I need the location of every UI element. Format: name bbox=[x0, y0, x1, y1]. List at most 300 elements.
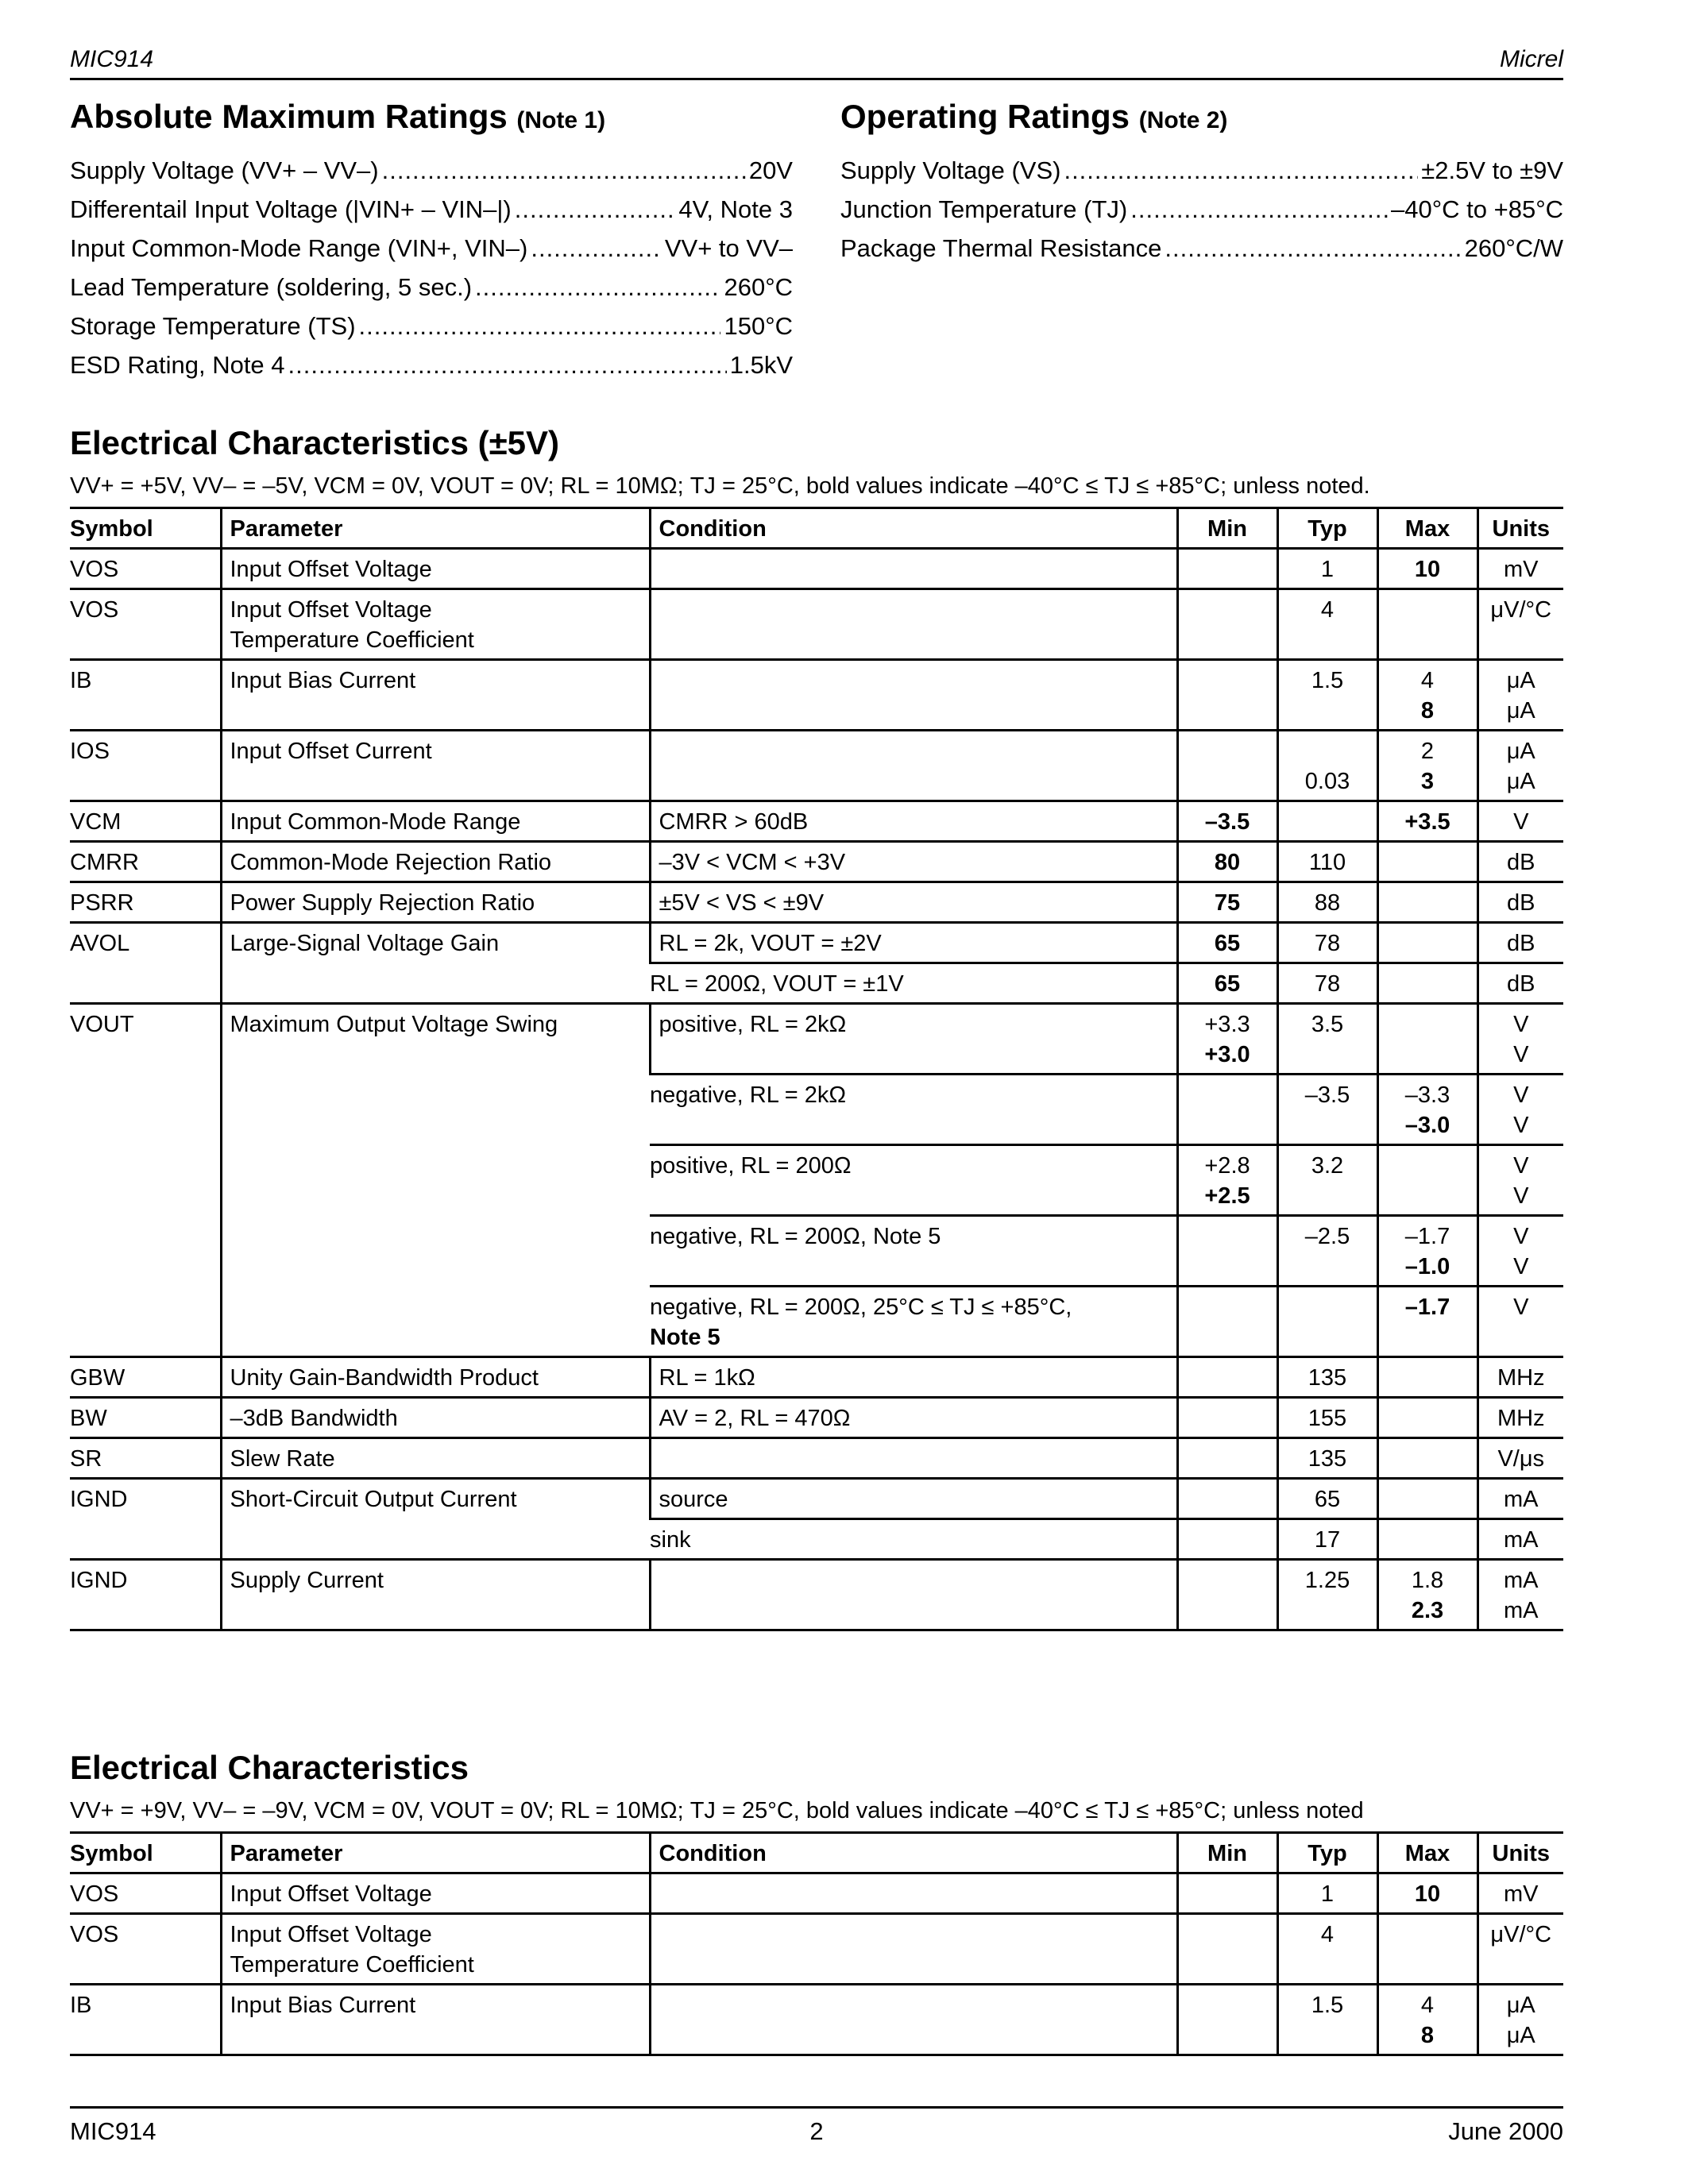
max-cell bbox=[1377, 801, 1477, 842]
min-cell bbox=[1177, 1075, 1277, 1145]
cell-line bbox=[1387, 1525, 1469, 1555]
table-row bbox=[70, 882, 1563, 923]
cell-line: Input Offset Voltage bbox=[230, 557, 432, 582]
cell-line: 135 bbox=[1308, 1365, 1347, 1391]
symbol-cell bbox=[70, 1914, 221, 1985]
parameter-cell bbox=[221, 1479, 650, 1560]
cell-line: μA bbox=[1506, 698, 1535, 723]
cell-line: sink bbox=[650, 1527, 691, 1553]
cell-line: 1.8 bbox=[1411, 1568, 1444, 1593]
min-cell bbox=[1177, 589, 1277, 660]
rating-row bbox=[840, 233, 1563, 272]
cell-line: μA bbox=[1506, 1993, 1535, 2018]
ec1-title: Electrical Characteristics (±5V) bbox=[70, 424, 560, 461]
symbol-cell bbox=[70, 1479, 221, 1560]
min-cell bbox=[1177, 1873, 1277, 1914]
min-cell bbox=[1177, 660, 1277, 731]
table-row bbox=[70, 1357, 1563, 1398]
cell-line bbox=[1387, 1444, 1469, 1474]
operating-ratings bbox=[840, 97, 1563, 272]
cell-line: ±5V < VS < ±9V bbox=[659, 890, 825, 916]
cell-line: 1.5 bbox=[1311, 668, 1344, 693]
cell-line: V bbox=[1513, 809, 1529, 835]
min-cell bbox=[1177, 549, 1277, 589]
typ-cell bbox=[1277, 882, 1377, 923]
rating-value: 260°C bbox=[724, 273, 793, 301]
cell-line: +2.8 bbox=[1204, 1153, 1250, 1179]
cell-line: –1.7 bbox=[1404, 1295, 1450, 1320]
cell-line bbox=[1287, 736, 1369, 766]
condition-cell bbox=[650, 1287, 1177, 1357]
cell-line: Short-Circuit Output Current bbox=[230, 1487, 517, 1512]
symbol-cell bbox=[70, 549, 221, 589]
cell-line bbox=[659, 595, 1168, 625]
electrical-characteristics-9v bbox=[70, 1747, 1563, 2056]
min-cell bbox=[1177, 801, 1277, 842]
units-cell bbox=[1477, 549, 1563, 589]
max-cell bbox=[1377, 1438, 1477, 1479]
cell-line bbox=[1187, 1080, 1269, 1110]
footer-part-number: MIC914 bbox=[70, 2117, 156, 2145]
cell-line: IGND bbox=[70, 1487, 128, 1512]
footer-rule bbox=[70, 2106, 1563, 2109]
rating-label: Storage Temperature (TS) bbox=[70, 312, 356, 340]
symbol-cell bbox=[70, 660, 221, 731]
header-part-number: MIC914 bbox=[70, 46, 154, 72]
cell-line: VCM bbox=[70, 809, 122, 835]
column-header: Symbol bbox=[70, 508, 221, 549]
cell-line bbox=[1187, 554, 1269, 585]
column-header: Parameter bbox=[221, 508, 650, 549]
symbol-cell bbox=[70, 1873, 221, 1914]
ec2-table bbox=[70, 1831, 1563, 2056]
leader-dots bbox=[1165, 233, 1461, 264]
max-cell bbox=[1377, 1914, 1477, 1985]
cell-line: RL = 2k, VOUT = ±2V bbox=[659, 931, 882, 956]
cell-line: V bbox=[1513, 1113, 1529, 1138]
cell-line: 4 bbox=[1320, 597, 1335, 623]
cell-line: 88 bbox=[1314, 890, 1341, 916]
leader-dots bbox=[1064, 155, 1418, 187]
condition-cell bbox=[650, 882, 1177, 923]
max-cell bbox=[1377, 1985, 1477, 2055]
cell-line bbox=[1387, 888, 1469, 918]
units-cell bbox=[1477, 801, 1563, 842]
rating-label: ESD Rating, Note 4 bbox=[70, 351, 285, 379]
typ-cell bbox=[1277, 1560, 1377, 1630]
units-cell bbox=[1477, 882, 1563, 923]
cell-line: 135 bbox=[1308, 1446, 1347, 1472]
rating-label: Junction Temperature (TJ) bbox=[840, 195, 1128, 223]
cell-line: Temperature Coefficient bbox=[230, 1952, 474, 1978]
cell-line: –1.7 bbox=[1404, 1224, 1450, 1249]
max-cell bbox=[1377, 589, 1477, 660]
electrical-characteristics-5v bbox=[70, 423, 1563, 1631]
cell-line bbox=[1187, 666, 1269, 696]
rating-value: 20V bbox=[748, 156, 793, 184]
typ-cell bbox=[1277, 923, 1377, 963]
cell-line: 78 bbox=[1314, 971, 1341, 997]
units-cell bbox=[1477, 1560, 1563, 1630]
cell-line: 3 bbox=[1420, 769, 1435, 794]
cell-line: Input Offset Voltage bbox=[230, 1922, 432, 1947]
rating-label: Lead Temperature (soldering, 5 sec.) bbox=[70, 273, 473, 301]
cell-line: V/μs bbox=[1497, 1446, 1545, 1472]
table-row bbox=[70, 801, 1563, 842]
cell-line: SR bbox=[70, 1446, 102, 1472]
cell-line: Maximum Output Voltage Swing bbox=[230, 1012, 558, 1037]
cell-line: VOS bbox=[70, 597, 119, 623]
cell-line: V bbox=[1513, 1183, 1529, 1209]
cell-line: 0.03 bbox=[1304, 769, 1350, 794]
typ-cell bbox=[1277, 1519, 1377, 1560]
table-row bbox=[70, 1479, 1563, 1519]
cell-line: 2 bbox=[1420, 739, 1435, 764]
ec2-conditions: VV+ = +9V, VV– = –9V, VCM = 0V, VOUT = 0V; RL = 10MΩ; TJ = 25°C, bold values indicate –40°C ≤ TJ ≤ +85°C; unless noted bbox=[70, 1798, 1364, 1823]
rating-row bbox=[70, 194, 793, 233]
column-header: Typ bbox=[1277, 508, 1377, 549]
rating-value: 1.5kV bbox=[729, 351, 793, 379]
typ-cell bbox=[1277, 1438, 1377, 1479]
cell-line: 2.3 bbox=[1411, 1598, 1444, 1623]
cell-line bbox=[1187, 1484, 1269, 1515]
min-cell bbox=[1177, 923, 1277, 963]
min-cell bbox=[1177, 882, 1277, 923]
cell-line bbox=[1187, 1879, 1269, 1909]
cell-line: –3.0 bbox=[1404, 1113, 1450, 1138]
cell-line: μA bbox=[1506, 739, 1535, 764]
units-cell bbox=[1477, 1914, 1563, 1985]
units-cell bbox=[1477, 660, 1563, 731]
cell-line: AV = 2, RL = 470Ω bbox=[659, 1406, 851, 1431]
cell-line: VOS bbox=[70, 557, 119, 582]
cell-line: positive, RL = 2kΩ bbox=[659, 1012, 847, 1037]
cell-line: VOS bbox=[70, 1881, 119, 1907]
max-cell bbox=[1377, 1145, 1477, 1216]
rating-label: Supply Voltage (VV+ – VV–) bbox=[70, 156, 379, 184]
condition-cell bbox=[650, 1398, 1177, 1438]
cell-line bbox=[659, 666, 1168, 696]
parameter-cell bbox=[221, 1914, 650, 1985]
cell-line bbox=[1187, 1444, 1269, 1474]
table-row bbox=[70, 842, 1563, 882]
symbol-cell bbox=[70, 1004, 221, 1357]
parameter-cell bbox=[221, 1873, 650, 1914]
cell-line bbox=[1187, 1221, 1269, 1252]
column-header: Min bbox=[1177, 1833, 1277, 1873]
units-cell bbox=[1477, 731, 1563, 801]
cell-line: 78 bbox=[1314, 931, 1341, 956]
table-row bbox=[70, 1398, 1563, 1438]
units-cell bbox=[1477, 1216, 1563, 1287]
max-cell bbox=[1377, 842, 1477, 882]
parameter-cell bbox=[221, 731, 650, 801]
condition-cell bbox=[650, 1357, 1177, 1398]
cell-line: 75 bbox=[1214, 890, 1241, 916]
condition-cell bbox=[650, 1873, 1177, 1914]
op-ratings-title: Operating Ratings bbox=[840, 98, 1130, 135]
units-cell bbox=[1477, 1004, 1563, 1075]
cell-line: GBW bbox=[70, 1365, 126, 1391]
units-cell bbox=[1477, 1873, 1563, 1914]
cell-line bbox=[1187, 736, 1269, 766]
rating-row bbox=[70, 272, 793, 311]
typ-cell bbox=[1277, 1914, 1377, 1985]
cell-line bbox=[1287, 807, 1369, 837]
cell-line: RL = 1kΩ bbox=[659, 1365, 755, 1391]
cell-line: RL = 200Ω, VOUT = ±1V bbox=[650, 971, 904, 997]
cell-line: 65 bbox=[1214, 971, 1241, 997]
column-header: Parameter bbox=[221, 1833, 650, 1873]
cell-line bbox=[1187, 1363, 1269, 1393]
condition-cell bbox=[650, 801, 1177, 842]
cell-line: CMRR bbox=[70, 850, 139, 875]
condition-cell bbox=[650, 1519, 1177, 1560]
cell-line: –2.5 bbox=[1304, 1224, 1350, 1249]
cell-line bbox=[1387, 1151, 1469, 1181]
parameter-cell bbox=[221, 1357, 650, 1398]
cell-line: 10 bbox=[1414, 1881, 1441, 1907]
rating-row bbox=[70, 233, 793, 272]
rating-row bbox=[840, 194, 1563, 233]
cell-line: VOS bbox=[70, 1922, 119, 1947]
typ-cell bbox=[1277, 731, 1377, 801]
cell-line bbox=[1187, 1565, 1269, 1596]
typ-cell bbox=[1277, 842, 1377, 882]
typ-cell bbox=[1277, 963, 1377, 1004]
abs-max-heading bbox=[70, 97, 793, 141]
typ-cell bbox=[1277, 660, 1377, 731]
units-cell bbox=[1477, 842, 1563, 882]
cell-line bbox=[659, 1444, 1168, 1474]
max-cell bbox=[1377, 1398, 1477, 1438]
cell-line: 8 bbox=[1420, 2023, 1435, 2048]
cell-line: AVOL bbox=[70, 931, 130, 956]
units-cell bbox=[1477, 923, 1563, 963]
column-header: Max bbox=[1377, 508, 1477, 549]
ec2-title: Electrical Characteristics bbox=[70, 1749, 469, 1786]
min-cell bbox=[1177, 1357, 1277, 1398]
units-cell bbox=[1477, 1145, 1563, 1216]
parameter-cell bbox=[221, 589, 650, 660]
cell-line: dB bbox=[1507, 971, 1535, 997]
rating-label: Differentail Input Voltage (|VIN+ – VIN–|) bbox=[70, 195, 512, 223]
rating-row bbox=[70, 155, 793, 194]
cell-line: CMRR > 60dB bbox=[659, 809, 809, 835]
cell-line: Input Offset Current bbox=[230, 739, 432, 764]
parameter-cell bbox=[221, 923, 650, 1004]
column-header: Units bbox=[1477, 508, 1563, 549]
symbol-cell bbox=[70, 589, 221, 660]
max-cell bbox=[1377, 923, 1477, 963]
footer-date: June 2000 bbox=[1448, 2117, 1563, 2145]
cell-line: 17 bbox=[1314, 1527, 1341, 1553]
cell-line: 1.25 bbox=[1304, 1568, 1350, 1593]
cell-line: –3V < VCM < +3V bbox=[659, 850, 846, 875]
cell-line bbox=[659, 1565, 1168, 1596]
cell-line: V bbox=[1513, 1012, 1529, 1037]
table-row bbox=[70, 549, 1563, 589]
cell-line: mA bbox=[1504, 1487, 1539, 1512]
condition-cell bbox=[650, 963, 1177, 1004]
condition-cell bbox=[650, 1004, 1177, 1075]
cell-line: dB bbox=[1507, 850, 1535, 875]
cell-line: V bbox=[1513, 1224, 1529, 1249]
cell-line bbox=[1187, 1525, 1269, 1555]
cell-line: 65 bbox=[1214, 931, 1241, 956]
max-cell bbox=[1377, 1216, 1477, 1287]
min-cell bbox=[1177, 1914, 1277, 1985]
cell-line: dB bbox=[1507, 890, 1535, 916]
cell-line bbox=[659, 736, 1168, 766]
min-cell bbox=[1177, 1985, 1277, 2055]
cell-line: IB bbox=[70, 668, 92, 693]
cell-line: 80 bbox=[1214, 850, 1241, 875]
cell-line: 4 bbox=[1420, 668, 1435, 693]
typ-cell bbox=[1277, 589, 1377, 660]
parameter-cell bbox=[221, 1438, 650, 1479]
op-ratings-heading bbox=[840, 97, 1563, 141]
cell-line: mA bbox=[1504, 1568, 1539, 1593]
min-cell bbox=[1177, 1145, 1277, 1216]
leader-dots bbox=[531, 233, 662, 264]
cell-line: negative, RL = 200Ω, 25°C ≤ TJ ≤ +85°C, bbox=[650, 1295, 1072, 1320]
cell-line: Note 5 bbox=[650, 1325, 720, 1350]
leader-dots bbox=[359, 311, 721, 342]
units-cell bbox=[1477, 1357, 1563, 1398]
condition-cell bbox=[650, 1145, 1177, 1216]
cell-line bbox=[1387, 1920, 1469, 1950]
typ-cell bbox=[1277, 1398, 1377, 1438]
min-cell bbox=[1177, 1398, 1277, 1438]
table-row bbox=[70, 1004, 1563, 1075]
cell-line: Large-Signal Voltage Gain bbox=[230, 931, 500, 956]
cell-line: 3.5 bbox=[1311, 1012, 1344, 1037]
typ-cell bbox=[1277, 1004, 1377, 1075]
rating-value: VV+ to VV– bbox=[664, 234, 793, 262]
op-ratings-note: (Note 2) bbox=[1138, 107, 1228, 133]
page-header bbox=[70, 46, 1563, 78]
cell-line: positive, RL = 200Ω bbox=[650, 1153, 852, 1179]
condition-cell bbox=[650, 1985, 1177, 2055]
max-cell bbox=[1377, 1873, 1477, 1914]
max-cell bbox=[1377, 1287, 1477, 1357]
condition-cell bbox=[650, 923, 1177, 963]
cell-line: Input Offset Voltage bbox=[230, 1881, 432, 1907]
leader-dots bbox=[515, 194, 676, 226]
cell-line: –1.0 bbox=[1404, 1254, 1450, 1279]
cell-line: μA bbox=[1506, 769, 1535, 794]
cell-line: mV bbox=[1504, 1881, 1539, 1907]
table-row bbox=[70, 589, 1563, 660]
cell-line bbox=[1387, 1484, 1469, 1515]
symbol-cell bbox=[70, 1438, 221, 1479]
max-cell bbox=[1377, 1004, 1477, 1075]
cell-line bbox=[659, 1879, 1168, 1909]
rating-value: –40°C to +85°C bbox=[1391, 195, 1563, 223]
cell-line bbox=[1187, 1920, 1269, 1950]
cell-line bbox=[1387, 928, 1469, 959]
min-cell bbox=[1177, 731, 1277, 801]
parameter-cell bbox=[221, 882, 650, 923]
table-row bbox=[70, 1873, 1563, 1914]
condition-cell bbox=[650, 842, 1177, 882]
units-cell bbox=[1477, 1398, 1563, 1438]
cell-line: Unity Gain-Bandwidth Product bbox=[230, 1365, 539, 1391]
parameter-cell bbox=[221, 549, 650, 589]
cell-line bbox=[659, 554, 1168, 585]
min-cell bbox=[1177, 1004, 1277, 1075]
cell-line: μV/°C bbox=[1490, 1922, 1552, 1947]
rating-label: Supply Voltage (VS) bbox=[840, 156, 1061, 184]
abs-max-note: (Note 1) bbox=[516, 107, 606, 133]
cell-line: V bbox=[1513, 1254, 1529, 1279]
cell-line: μA bbox=[1506, 668, 1535, 693]
parameter-cell bbox=[221, 842, 650, 882]
condition-cell bbox=[650, 589, 1177, 660]
cell-line: 110 bbox=[1308, 850, 1346, 875]
max-cell bbox=[1377, 963, 1477, 1004]
parameter-cell bbox=[221, 1985, 650, 2055]
units-cell bbox=[1477, 1985, 1563, 2055]
condition-cell bbox=[650, 1075, 1177, 1145]
cell-line: mA bbox=[1504, 1527, 1539, 1553]
cell-line: V bbox=[1513, 1295, 1529, 1320]
cell-line: Input Bias Current bbox=[230, 1993, 416, 2018]
units-cell bbox=[1477, 1438, 1563, 1479]
typ-cell bbox=[1277, 1985, 1377, 2055]
cell-line: VOUT bbox=[70, 1012, 134, 1037]
cell-line: μV/°C bbox=[1490, 597, 1552, 623]
cell-line bbox=[1187, 1403, 1269, 1433]
condition-cell bbox=[650, 1479, 1177, 1519]
cell-line: V bbox=[1513, 1153, 1529, 1179]
cell-line: negative, RL = 200Ω, Note 5 bbox=[650, 1224, 941, 1249]
typ-cell bbox=[1277, 1357, 1377, 1398]
min-cell bbox=[1177, 963, 1277, 1004]
column-header: Max bbox=[1377, 1833, 1477, 1873]
cell-line: BW bbox=[70, 1406, 107, 1431]
cell-line: V bbox=[1513, 1082, 1529, 1108]
cell-line: mV bbox=[1504, 557, 1539, 582]
cell-line bbox=[1387, 969, 1469, 999]
typ-cell bbox=[1277, 1216, 1377, 1287]
cell-line: 4 bbox=[1320, 1922, 1335, 1947]
cell-line: Power Supply Rejection Ratio bbox=[230, 890, 535, 916]
rating-value: 150°C bbox=[724, 312, 793, 340]
units-cell bbox=[1477, 1479, 1563, 1519]
condition-cell bbox=[650, 731, 1177, 801]
cell-line bbox=[1187, 595, 1269, 625]
min-cell bbox=[1177, 1287, 1277, 1357]
cell-line bbox=[659, 1990, 1168, 2020]
column-header: Condition bbox=[650, 508, 1177, 549]
rating-label: Input Common-Mode Range (VIN+, VIN–) bbox=[70, 234, 528, 262]
table-header-row bbox=[70, 1833, 1563, 1873]
symbol-cell bbox=[70, 1357, 221, 1398]
typ-cell bbox=[1277, 1287, 1377, 1357]
symbol-cell bbox=[70, 1398, 221, 1438]
cell-line: Temperature Coefficient bbox=[230, 627, 474, 653]
max-cell bbox=[1377, 1075, 1477, 1145]
cell-line: –3.5 bbox=[1204, 809, 1250, 835]
symbol-cell bbox=[70, 923, 221, 1004]
table-row bbox=[70, 1985, 1563, 2055]
table-header-row bbox=[70, 508, 1563, 549]
cell-line: +3.3 bbox=[1204, 1012, 1250, 1037]
ec1-table bbox=[70, 507, 1563, 1631]
cell-line: MHz bbox=[1497, 1406, 1545, 1431]
